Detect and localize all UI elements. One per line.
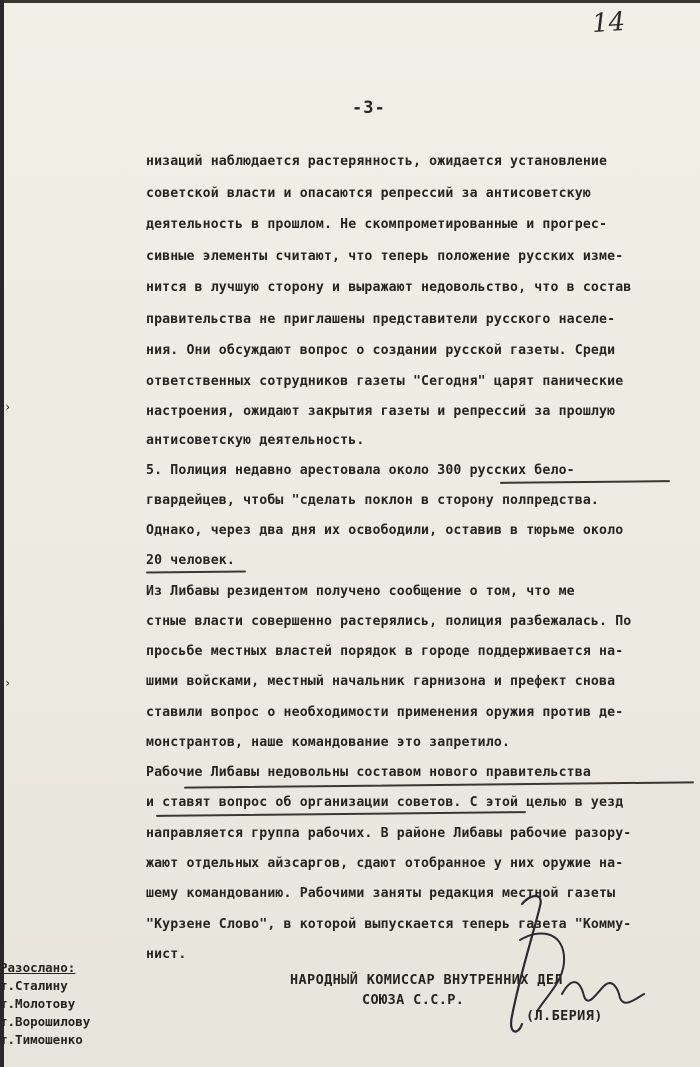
text-line: сивные элементы считают, что теперь положение русских изме-: [146, 249, 624, 264]
handwritten-signature: [500, 884, 650, 1044]
handwritten-underline: [500, 480, 670, 484]
distribution-recipient: т.Ворошилову: [0, 1014, 91, 1029]
margin-mark: ›: [4, 676, 12, 690]
signatory-title-line1: НАРОДНЫЙ КОМИССАР ВНУТРЕННИХ ДЕЛ: [290, 972, 563, 988]
text-line: и ставят вопрос об организации советов. С этой целью в уезд: [146, 795, 624, 810]
text-line: шими войсками, местный начальник гарнизона и префект снова: [146, 674, 616, 689]
text-line: антисоветскую деятельность.: [146, 433, 365, 448]
text-line: направляется группа рабочих. В районе Либавы рабочие разору-: [146, 826, 632, 841]
text-line: "Курзене Слово", в которой выпускается теперь газета "Комму-: [146, 917, 632, 932]
folio-number: 14: [590, 6, 627, 40]
text-line: 20 человек.: [146, 553, 235, 568]
text-line: советской власти и опасаются репрессий за антисоветскую: [146, 186, 591, 201]
distribution-heading: Разослано:: [0, 960, 76, 975]
text-line: жают отдельных айзсаргов, сдают отобранное у них оружие на-: [146, 856, 624, 871]
text-line: низаций наблюдается растерянность, ожидается установление: [146, 154, 608, 169]
text-line: шему командованию. Рабочими заняты редакция местной газеты: [146, 886, 616, 901]
text-line: монстрантов, наше командование это запретило.: [146, 735, 511, 750]
text-line: настроения, ожидают закрытия газеты и репрессий за прошлую: [146, 404, 616, 419]
handwritten-underline: [184, 781, 694, 788]
distribution-recipient: т.Сталину: [0, 978, 68, 993]
signatory-title-line2: СОЮЗА С.С.Р.: [362, 992, 465, 1008]
distribution-recipient: т.Молотову: [0, 996, 76, 1011]
handwritten-underline: [156, 811, 526, 817]
text-line: правительства не приглашены представители русского населе-: [146, 312, 616, 327]
page-binding-edge: [0, 0, 4, 1067]
text-line: деятельность в прошлом. Не скомпрометированные и прогрес-: [146, 217, 608, 232]
text-line: ставили вопрос о необходимости применения оружия против де-: [146, 705, 624, 720]
page-top-edge: [0, 0, 700, 3]
text-line: просьбе местных властей порядок в городе поддерживается на-: [146, 644, 624, 659]
text-line: Однако, через два дня их освободили, оставив в тюрьме около: [146, 523, 624, 538]
text-line: гвардейцев, чтобы "сделать поклон в сторону полпредства.: [146, 493, 600, 508]
text-line: 5. Полиция недавно арестовала около 300 русских бело-: [146, 463, 575, 478]
text-line: ния. Они обсуждают вопрос о создании русской газеты. Среди: [146, 343, 616, 358]
text-line: Рабочие Либавы недовольны составом нового правительства: [146, 765, 591, 780]
text-line: Из Либавы резидентом получено сообщение о том, что ме: [146, 584, 575, 599]
page-number: -3-: [352, 98, 386, 118]
distribution-recipient: т.Тимошенко: [0, 1032, 83, 1047]
text-line: нист.: [146, 947, 187, 962]
text-line: стные власти совершенно растерялись, полиция разбежалась. По: [146, 614, 632, 629]
signatory-name: (Л.БЕРИЯ): [526, 1008, 603, 1024]
text-line: ответственных сотрудников газеты "Сегодня" царят панические: [146, 374, 624, 389]
text-line: нится в лучшую сторону и выражают недовольство, что в состав: [146, 280, 632, 295]
handwritten-underline: [146, 570, 246, 573]
margin-mark: ›: [4, 400, 12, 414]
